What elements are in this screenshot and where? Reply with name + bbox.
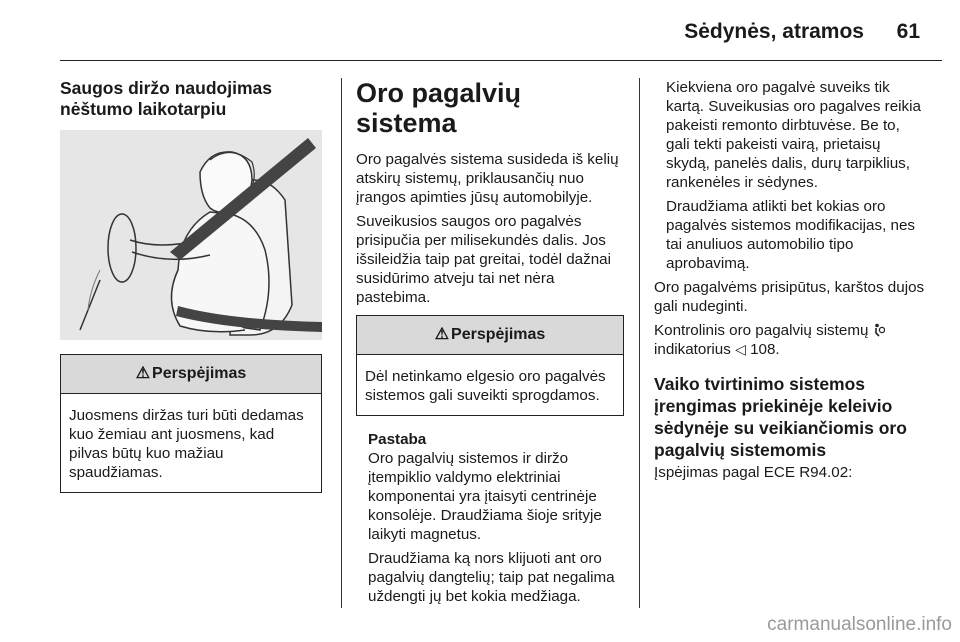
paragraph: Suveikusios saugos oro pagalvės prisipučia per milisekundės dalis. Jos išsileidžia taip pat greitai, todėl dažnai susidūrimo atveju tai net nėra pastebima. [356, 213, 611, 306]
warning-box [60, 354, 322, 493]
warning-header [61, 355, 321, 394]
section-heading-child-restraint: Vaiko tvirtinimo sistemos įrengimas priekinėje keleivio sėdynėje su veikiančiomis oro pagalvių sistemomis [654, 374, 907, 460]
warning-box [356, 315, 624, 416]
warning-text: Juosmens diržas turi būti dedamas kuo žemiau ant juosmens, kad pilvas būtų kuo mažiau spaudžiamas. [69, 407, 304, 481]
indented-paragraph: Draudžiama atlikti bet kokias oro pagalvės sistemos modifikacijas, nes tai anuliuos automobilio tipo aprobavimą. [666, 198, 916, 272]
indicator-ref-prefix: indikatorius [654, 341, 731, 358]
warning-header [357, 316, 623, 355]
indented-paragraph: Kiekviena oro pagalvė suveiks tik kartą. Suveikusias oro pagalves reikia pakeisti remonto dirbtuvėse. Be to, gali tekti pakeisti vairą, prietaisų skydą, panelės dalis, durų tarpiklius, rankenėles ir sėdynes. [666, 79, 921, 191]
warning-text: Dėl netinkamo elgesio oro pagalvės sistemos gali suveikti sprogdamos. [365, 368, 606, 404]
column-divider-1 [341, 78, 342, 608]
indicator-text: Kontrolinis oro pagalvių sistemų [654, 322, 869, 339]
page-reference-icon: ◁ [735, 341, 746, 357]
note-label: Pastaba [368, 431, 427, 448]
paragraph: Oro pagalvės sistema susideda iš kelių atskirų sistemų, priklausančių nuo įrangos apimties jūsų automobilyje. [356, 151, 619, 206]
note-paragraph: Oro pagalvių sistemos ir diržo įtempiklio valdymo elektriniai komponentai yra įtaisyti centrinėje konsolėje. Draudžiama šioje srityje laikyti magnetus. [368, 450, 602, 543]
warning-title: Perspėjimas [152, 365, 247, 382]
section-heading-airbag-system: Oro pagalvių sistema [356, 78, 522, 138]
column-2 [356, 78, 624, 611]
paragraph-indicator-ref [654, 321, 926, 359]
warning-icon: ⚠ [434, 326, 450, 343]
warning-title: Perspėjimas [451, 326, 546, 343]
paragraph: Įspėjimas pagal ECE R94.02: [654, 464, 853, 481]
section-heading-pregnancy: Saugos diržo naudojimas nėštumo laikotarpiu [60, 78, 272, 119]
warning-icon: ⚠ [135, 365, 151, 382]
page-number: 61 [896, 20, 920, 43]
page-reference[interactable]: 108. [750, 341, 780, 358]
header-rule [60, 60, 942, 61]
column-divider-2 [639, 78, 640, 608]
watermark: carmanualsonline.info [767, 614, 952, 635]
column-1 [60, 78, 322, 507]
pregnant-occupant-seatbelt-illustration [60, 130, 322, 340]
note-paragraph: Draudžiama ką nors klijuoti ant oro pagalvių dangtelių; taip pat negalima uždengti jų bet kokia medžiaga. [368, 550, 615, 605]
column-3 [654, 78, 926, 487]
paragraph: Oro pagalvėms prisipūtus, karštos dujos gali nudeginti. [654, 279, 925, 315]
page-header-title: Sėdynės, atramos [684, 20, 864, 43]
airbag-icon [873, 322, 885, 338]
